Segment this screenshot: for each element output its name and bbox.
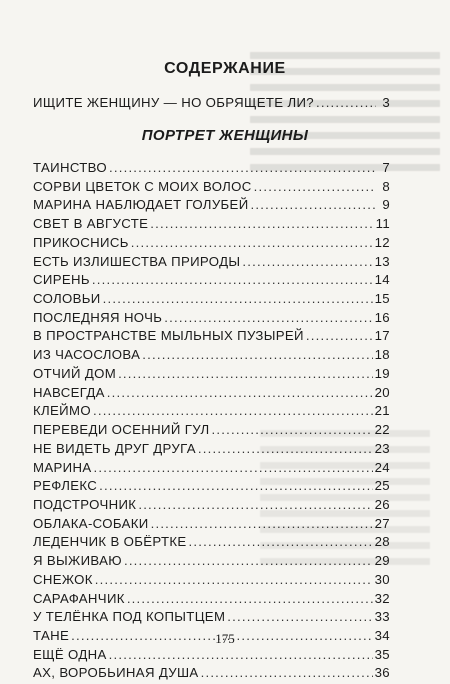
toc-entry	[33, 403, 390, 422]
toc-entry-title: ЕЩЁ ОДНА	[33, 646, 107, 662]
toc-entry-title: ПРИКОСНИСЬ	[33, 234, 129, 250]
toc-entry	[33, 95, 390, 114]
toc-entry-title: СОЛОВЬИ	[33, 291, 101, 307]
toc-entry-title: РЕФЛЕКС	[33, 478, 98, 494]
toc-entry	[33, 254, 390, 273]
toc-leader-dots	[127, 591, 373, 606]
toc-entry-page: 18	[374, 347, 390, 363]
toc-entry-title: ИЗ ЧАСОСЛОВА	[33, 347, 141, 363]
toc-entry-title: ОТЧИЙ ДОМ	[33, 365, 117, 381]
toc-entry-title: ОБЛАКА-СОБАКИ	[33, 515, 149, 531]
toc-entry-page: 17	[374, 328, 390, 344]
toc-entry-page: 16	[374, 309, 390, 325]
toc-entry	[33, 179, 390, 198]
toc-entry	[33, 572, 390, 591]
toc-entry-title: АХ, ВОРОБЬИНАЯ ДУША	[33, 665, 199, 681]
toc-entry	[33, 647, 390, 666]
toc-entry	[33, 441, 390, 460]
toc-entry-title: САРАФАНЧИК	[33, 590, 125, 606]
toc-entry	[33, 347, 390, 366]
toc-entry-page: 25	[374, 478, 390, 494]
toc-entry-page: 9	[382, 197, 390, 213]
toc-entry-page: 23	[374, 440, 390, 456]
section-heading: ПОРТРЕТ ЖЕНЩИНЫ	[141, 127, 309, 144]
toc-entry	[33, 460, 390, 479]
toc-entry-page: 12	[374, 234, 390, 250]
toc-entry-page: 19	[374, 365, 390, 381]
toc-entry-title: ТАИНСТВО	[33, 160, 107, 175]
toc-leader-dots	[151, 516, 373, 531]
toc-entry	[33, 385, 390, 404]
toc-entry	[33, 422, 390, 441]
toc-entry-page: 29	[374, 553, 390, 569]
toc-entry-page: 34	[374, 628, 390, 643]
toc-leader-dots	[99, 478, 372, 493]
toc-leader-dots	[131, 235, 373, 250]
toc-entry	[33, 534, 390, 553]
toc-entry	[33, 553, 390, 572]
toc-entry-title: СНЕЖОК	[33, 571, 93, 587]
toc-leader-dots	[107, 385, 373, 400]
toc-entry	[33, 591, 390, 610]
toc-entry-page: 35	[374, 646, 390, 662]
toc-entry-title: ИЩИТЕ ЖЕНЩИНУ — НО ОБРЯЩЕТЕ ЛИ?	[33, 95, 314, 110]
toc-entry	[33, 291, 390, 310]
toc-entry-title: Я ВЫЖИВАЮ	[33, 553, 122, 569]
toc-leader-dots	[198, 441, 373, 456]
toc-entry-title: СОРВИ ЦВЕТОК С МОИХ ВОЛОС	[33, 178, 252, 194]
toc-entry-page: 21	[374, 403, 390, 419]
toc-entry-page: 36	[374, 665, 390, 681]
toc-leader-dots	[316, 95, 376, 110]
toc-entry-page: 7	[382, 160, 390, 175]
toc-entry-page: 13	[374, 253, 390, 269]
toc-entry-page: 30	[374, 571, 390, 587]
toc-entry	[33, 197, 390, 216]
toc-entry	[33, 160, 390, 179]
toc-entry-title: СВЕТ В АВГУСТЕ	[33, 216, 149, 232]
toc-entry-page: 26	[374, 496, 390, 512]
toc-entry-title: КЛЕЙМО	[33, 403, 91, 419]
toc-leader-dots	[212, 422, 373, 437]
toc-entry-title: ТАНЕ	[33, 628, 70, 643]
toc-entry-page: 14	[374, 272, 390, 288]
toc-leader-dots	[251, 197, 376, 212]
toc-entry-title: НАВСЕГДА	[33, 384, 105, 400]
toc-entry	[33, 310, 390, 329]
toc-entry-title: МАРИНА	[33, 459, 92, 475]
toc-entry-title: ПЕРЕВЕДИ ОСЕННИЙ ГУЛ	[33, 422, 210, 438]
toc-entry-page: 24	[374, 459, 390, 475]
toc-leader-dots	[201, 665, 373, 680]
toc-entry-title: В ПРОСТРАНСТВЕ МЫЛЬНЫХ ПУЗЫРЕЙ	[33, 328, 304, 344]
toc-leader-dots	[138, 497, 372, 512]
toc-entry-title: СИРЕНЬ	[33, 272, 90, 288]
toc-entry-page: 27	[374, 515, 390, 531]
toc-leader-dots	[93, 403, 373, 418]
toc-entry	[33, 366, 390, 385]
toc-entry-title: У ТЕЛЁНКА ПОД КОПЫТЦЕМ	[33, 609, 226, 625]
toc-leader-dots	[95, 572, 373, 587]
toc-leader-dots	[164, 310, 372, 325]
toc-entry	[33, 665, 390, 684]
toc-entry	[33, 478, 390, 497]
toc-leader-dots	[306, 328, 373, 343]
toc-entry-page: 15	[374, 291, 390, 307]
toc-leader-dots	[124, 553, 373, 568]
toc-entry	[33, 516, 390, 535]
toc-entry-page: 33	[374, 609, 390, 625]
toc-leader-dots	[109, 647, 373, 662]
toc-entry-title: ЕСТЬ ИЗЛИШЕСТВА ПРИРОДЫ	[33, 253, 241, 269]
page-number: 175	[215, 631, 235, 646]
toc-entry-title: НЕ ВИДЕТЬ ДРУГ ДРУГА	[33, 440, 196, 456]
toc-leader-dots	[118, 366, 373, 381]
toc-leader-dots	[242, 254, 372, 269]
toc-entry	[33, 609, 390, 628]
toc-leader-dots	[189, 534, 373, 549]
toc-leader-dots	[93, 460, 372, 475]
toc-entry-title: МАРИНА НАБЛЮДАЕТ ГОЛУБЕЙ	[33, 197, 249, 213]
toc-entry-title: ЛЕДЕНЧИК В ОБЁРТКЕ	[33, 534, 187, 550]
toc-leader-dots	[92, 272, 373, 287]
toc-leader-dots	[109, 160, 376, 175]
toc-entry	[33, 272, 390, 291]
toc-leader-dots	[150, 216, 373, 231]
toc-entry-page: 22	[374, 422, 390, 438]
toc-entry	[33, 328, 390, 347]
toc-entry	[33, 497, 390, 516]
toc-leader-dots	[227, 609, 372, 624]
toc-entry-title: ПОСЛЕДНЯЯ НОЧЬ	[33, 309, 163, 325]
toc-entry-page: 32	[374, 590, 390, 606]
toc-entry-title: ПОДСТРОЧНИК	[33, 496, 137, 512]
toc-entry	[33, 216, 390, 235]
toc-entry-page: 3	[382, 95, 390, 110]
toc-entry-page: 20	[374, 384, 390, 400]
toc-entry-page: 28	[374, 534, 390, 550]
toc-entry	[33, 235, 390, 254]
toc-entry-page: 11	[375, 216, 390, 232]
toc-leader-dots	[254, 179, 376, 194]
toc-entry-page: 8	[382, 178, 390, 194]
toc-leader-dots	[142, 347, 372, 362]
page-title: СОДЕРЖАНИЕ	[164, 60, 286, 77]
toc-leader-dots	[103, 291, 373, 306]
